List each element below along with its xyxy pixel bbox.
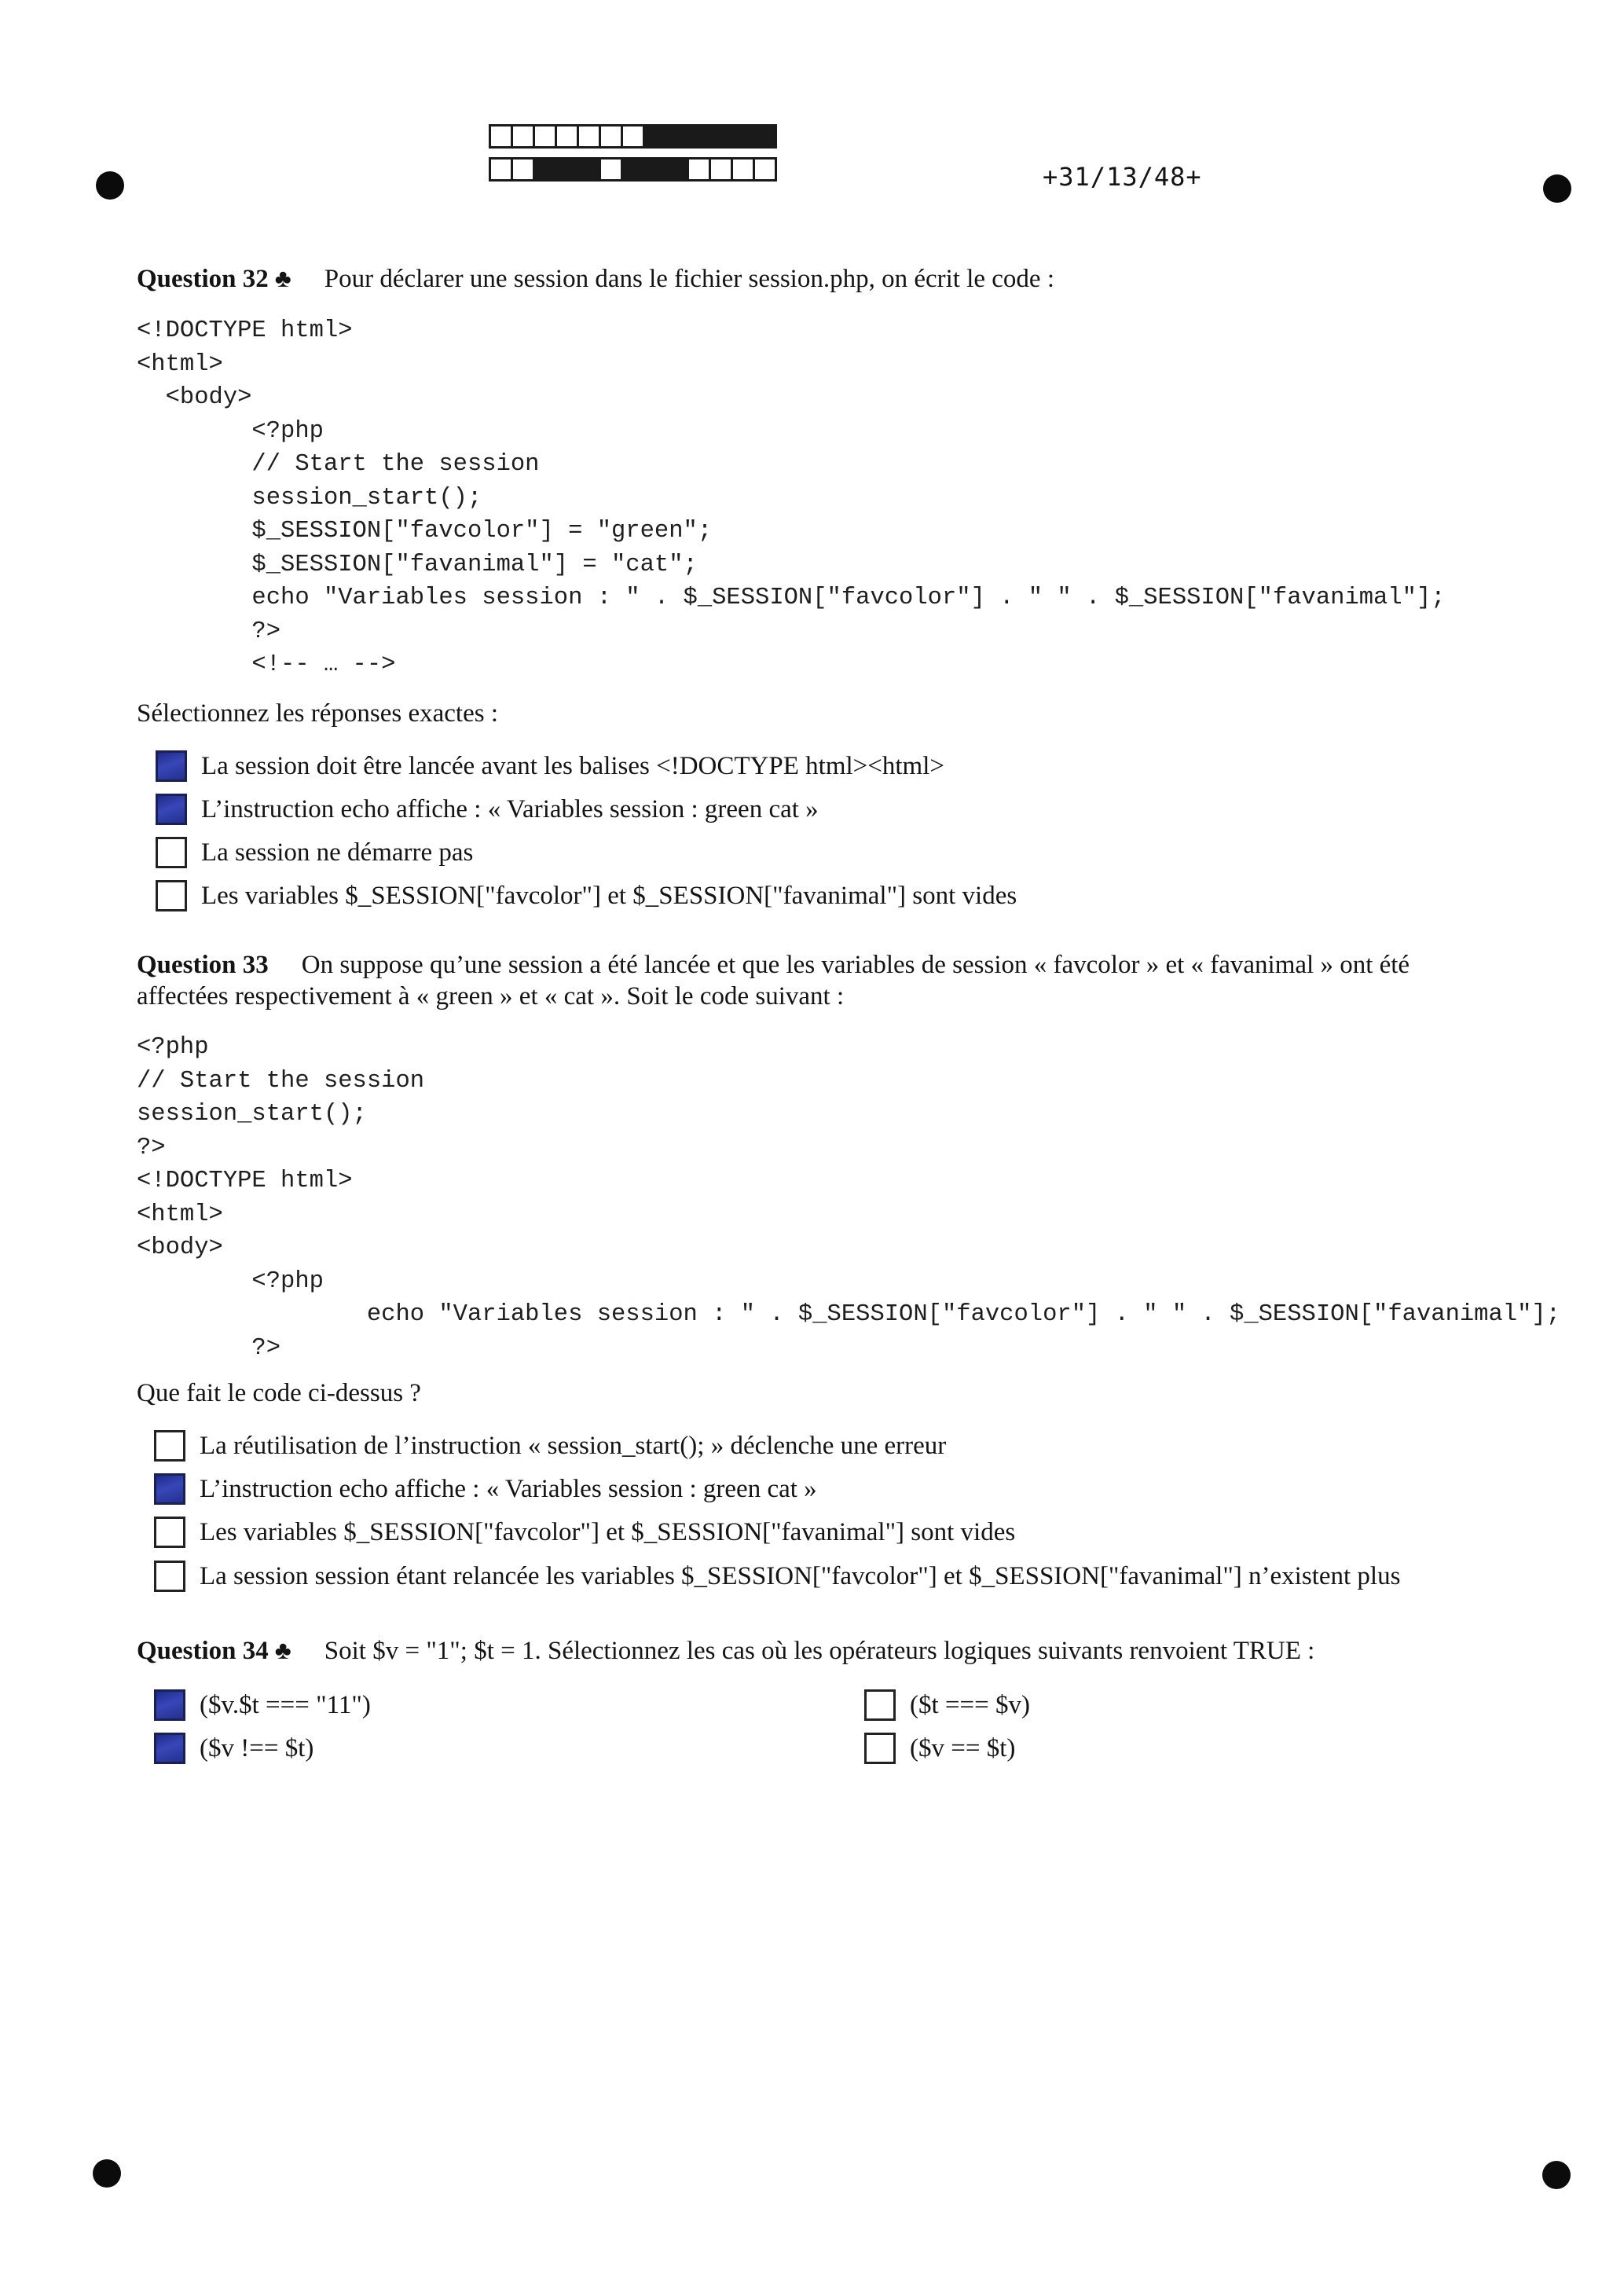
question-33-code bbox=[137, 1031, 1560, 1365]
barcode-cell bbox=[709, 157, 733, 182]
sheet-id: +31/13/48+ bbox=[1043, 162, 1202, 192]
barcode-cell bbox=[687, 157, 711, 182]
barcode-cell bbox=[577, 157, 601, 182]
barcode-cell bbox=[555, 157, 579, 182]
code-line: <html> bbox=[137, 1201, 223, 1228]
question-32-code bbox=[137, 314, 1446, 682]
answer-text: ($v == $t) bbox=[910, 1733, 1016, 1762]
code-line: <!DOCTYPE html> bbox=[137, 1168, 353, 1194]
code-line: ?> bbox=[137, 618, 281, 645]
barcode-cell bbox=[665, 157, 689, 182]
code-line: echo "Variables session : " . $_SESSION["favcolor"] . " " . $_SESSION["favanimal"]; bbox=[137, 1301, 1560, 1328]
q34-answer-1[interactable] bbox=[154, 1689, 371, 1721]
code-line: <!DOCTYPE html> bbox=[137, 317, 353, 344]
code-line: // Start the session bbox=[137, 1067, 425, 1095]
code-line: $_SESSION["favanimal"] = "cat"; bbox=[137, 551, 698, 578]
barcode-cell bbox=[753, 157, 777, 182]
checkbox[interactable] bbox=[156, 837, 187, 868]
code-line: <?php bbox=[137, 1267, 324, 1295]
registration-mark-top-left bbox=[96, 171, 124, 200]
checkbox[interactable] bbox=[156, 750, 187, 782]
barcode-cell bbox=[533, 157, 557, 182]
code-line: ?> bbox=[137, 1134, 166, 1161]
checkbox[interactable] bbox=[156, 794, 187, 825]
checkbox[interactable] bbox=[154, 1473, 185, 1505]
club-icon: ♣ bbox=[274, 264, 291, 292]
answer-text: ($v !== $t) bbox=[200, 1733, 314, 1762]
code-line: <html> bbox=[137, 350, 223, 378]
barcode-cell bbox=[511, 124, 535, 149]
barcode-cell bbox=[665, 124, 689, 149]
q34-answer-2[interactable] bbox=[154, 1733, 313, 1764]
checkbox[interactable] bbox=[156, 880, 187, 911]
barcode-cell bbox=[687, 124, 711, 149]
barcode-cell bbox=[555, 124, 579, 149]
code-line: <?php bbox=[137, 417, 324, 445]
code-line: // Start the session bbox=[137, 451, 540, 478]
answer-text: La session ne démarre pas bbox=[201, 838, 474, 867]
question-33-text-line-2: affectées respectivement à « green » et « cat ». Soit le code suivant : bbox=[137, 982, 845, 1010]
barcode-bottom-row bbox=[489, 157, 775, 182]
checkbox[interactable] bbox=[154, 1517, 185, 1548]
q32-answer-3[interactable] bbox=[156, 837, 473, 868]
q32-answer-2[interactable] bbox=[156, 794, 819, 825]
question-32-text: Pour déclarer une session dans le fichier session.php, on écrit le code : bbox=[324, 265, 1055, 293]
q32-answer-4[interactable] bbox=[156, 880, 1017, 911]
question-33-text-line-1: On suppose qu’une session a été lancée et que les variables de session « favcolor » et « favanimal » ont été bbox=[301, 951, 1410, 979]
answer-text: L’instruction echo affiche : « Variables session : green cat » bbox=[201, 794, 819, 823]
checkbox[interactable] bbox=[154, 1689, 185, 1721]
answer-text: La session session étant relancée les variables $_SESSION["favcolor"] et $_SESSION["favanimal"] n’existent plus bbox=[200, 1561, 1401, 1590]
q33-answer-1[interactable] bbox=[154, 1430, 946, 1462]
barcode-cell bbox=[511, 157, 535, 182]
question-33-prompt: Que fait le code ci-dessus ? bbox=[137, 1379, 421, 1407]
barcode-cell bbox=[731, 157, 755, 182]
checkbox[interactable] bbox=[154, 1430, 185, 1462]
barcode-cell bbox=[533, 124, 557, 149]
barcode-cell bbox=[599, 157, 623, 182]
barcode-cell bbox=[731, 124, 755, 149]
answer-text: ($v.$t === "11") bbox=[200, 1690, 371, 1719]
barcode-cell bbox=[621, 124, 645, 149]
code-line: <body> bbox=[137, 1234, 223, 1261]
question-34-header bbox=[137, 1634, 1553, 1667]
code-line: $_SESSION["favcolor"] = "green"; bbox=[137, 518, 713, 545]
answer-text: Les variables $_SESSION["favcolor"] et $_SESSION["favanimal"] sont vides bbox=[200, 1517, 1016, 1546]
answer-text: La session doit être lancée avant les balises <!DOCTYPE html><html> bbox=[201, 751, 944, 780]
question-33-label: Question 33 bbox=[137, 951, 269, 979]
q34-answer-3[interactable] bbox=[864, 1689, 1030, 1721]
question-32-label: Question 32 ♣ bbox=[137, 264, 291, 293]
code-line: <body> bbox=[137, 384, 252, 411]
barcode-cell bbox=[489, 157, 513, 182]
q32-answer-1[interactable] bbox=[156, 750, 944, 782]
question-32-prompt: Sélectionnez les réponses exactes : bbox=[137, 699, 498, 728]
registration-mark-bottom-right bbox=[1542, 2161, 1571, 2189]
registration-mark-bottom-left bbox=[93, 2159, 121, 2188]
barcode-cell bbox=[577, 124, 601, 149]
code-line: <!-- … --> bbox=[137, 651, 396, 678]
code-line: <?php bbox=[137, 1034, 209, 1061]
code-line: session_start(); bbox=[137, 484, 482, 512]
checkbox[interactable] bbox=[864, 1689, 896, 1721]
barcode-cell bbox=[599, 124, 623, 149]
answer-text: La réutilisation de l’instruction « session_start(); » déclenche une erreur bbox=[200, 1431, 947, 1460]
barcode-cell bbox=[709, 124, 733, 149]
answer-text: ($t === $v) bbox=[910, 1690, 1030, 1719]
code-line: echo "Variables session : " . $_SESSION["favcolor"] . " " . $_SESSION["favanimal"]; bbox=[137, 585, 1446, 611]
barcode-top-row bbox=[489, 124, 775, 149]
barcode-cell bbox=[621, 157, 645, 182]
q33-answer-3[interactable] bbox=[154, 1517, 1015, 1548]
q33-answer-4[interactable] bbox=[154, 1561, 1400, 1592]
question-32-header bbox=[137, 262, 1553, 295]
answer-text: Les variables $_SESSION["favcolor"] et $_SESSION["favanimal"] sont vides bbox=[201, 881, 1017, 910]
question-33-header bbox=[137, 949, 1553, 1012]
question-34-text: Soit $v = "1"; $t = 1. Sélectionnez les cas où les opérateurs logiques suivants renvoient TRUE : bbox=[324, 1637, 1315, 1665]
checkbox[interactable] bbox=[154, 1733, 185, 1764]
code-line: session_start(); bbox=[137, 1101, 367, 1128]
registration-mark-top-right bbox=[1543, 174, 1571, 203]
q33-answer-2[interactable] bbox=[154, 1473, 817, 1505]
checkbox[interactable] bbox=[864, 1733, 896, 1764]
checkbox[interactable] bbox=[154, 1561, 185, 1592]
code-line: ?> bbox=[137, 1334, 281, 1362]
barcode-cell bbox=[643, 157, 667, 182]
q34-answer-4[interactable] bbox=[864, 1733, 1015, 1764]
question-34-label: Question 34 ♣ bbox=[137, 1636, 291, 1665]
barcode-cell bbox=[753, 124, 777, 149]
barcode-cell bbox=[489, 124, 513, 149]
barcode-cell bbox=[643, 124, 667, 149]
club-icon: ♣ bbox=[274, 1636, 291, 1664]
answer-text: L’instruction echo affiche : « Variables session : green cat » bbox=[200, 1474, 817, 1503]
